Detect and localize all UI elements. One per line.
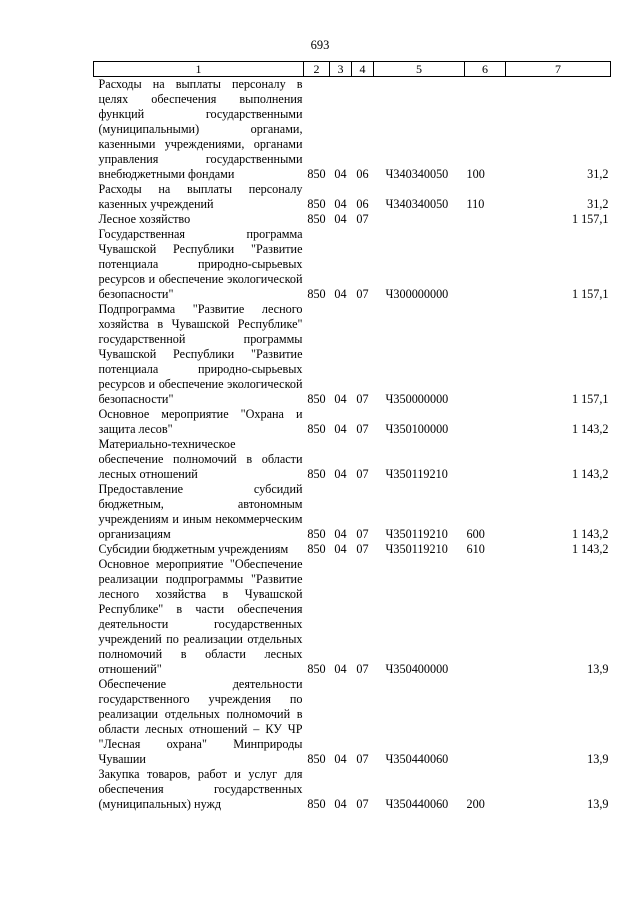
row-admin-code: 850 [307, 392, 326, 406]
row-name [94, 182, 304, 212]
table-row [94, 182, 611, 212]
row-target-code: Ч350119210 [385, 542, 448, 556]
row-admin-code: 850 [307, 467, 326, 481]
row-amount: 1 157,1 [571, 287, 609, 301]
row-admin-code: 850 [307, 527, 326, 541]
row-section: 04 [334, 422, 347, 436]
row-admin-code: 850 [307, 167, 326, 181]
table-row [94, 77, 611, 183]
row-subsection: 07 [356, 542, 369, 556]
row-target-code: Ч350440060 [385, 797, 449, 811]
row-expense-type [465, 302, 506, 407]
table-row [94, 227, 611, 302]
table-header-row [94, 62, 611, 77]
row-section: 04 [334, 752, 347, 766]
row-name [94, 302, 304, 407]
column-header-5: 5 [374, 62, 465, 77]
row-admin-code: 850 [307, 662, 326, 676]
column-header-1: 1 [94, 62, 304, 77]
table-row [94, 302, 611, 407]
row-target-code: Ч350440060 [385, 752, 449, 766]
row-expense-type [465, 407, 506, 437]
column-header-6: 6 [465, 62, 506, 77]
table-row [94, 557, 611, 677]
table-row [94, 767, 611, 812]
row-target-code: Ч350400000 [385, 662, 449, 676]
row-name-text: Государственная программа Чувашской Республики "Развитие потенциала природно-сырьевых ресурсов и обеспечение экологической безопасности" [98, 227, 303, 301]
row-name [94, 407, 304, 437]
column-header-4: 4 [352, 62, 374, 77]
row-admin-code: 850 [307, 422, 326, 436]
row-target-code: Ч350100000 [385, 422, 449, 436]
row-amount: 31,2 [587, 197, 609, 211]
row-target-code: Ч350119210 [385, 527, 448, 541]
row-name-text: Предоставление субсидий бюджетным, автономным учреждениям и иным некоммерческим организациям [98, 482, 303, 541]
table-row [94, 542, 611, 557]
row-name [94, 212, 304, 227]
row-admin-code: 850 [307, 197, 326, 211]
row-amount: 1 143,2 [571, 542, 609, 556]
row-amount: 31,2 [587, 167, 609, 181]
row-expense-type [465, 227, 506, 302]
row-target-code [374, 212, 465, 227]
table-body [94, 77, 611, 813]
row-expense-type: 200 [466, 797, 485, 811]
row-name [94, 557, 304, 677]
row-admin-code: 850 [307, 542, 326, 556]
row-subsection: 07 [356, 752, 369, 766]
table-row [94, 482, 611, 542]
row-expense-type [465, 212, 506, 227]
row-expense-type: 610 [466, 542, 485, 556]
row-subsection: 07 [356, 797, 369, 811]
row-subsection: 07 [356, 467, 369, 481]
column-header-3: 3 [330, 62, 352, 77]
row-subsection: 07 [356, 662, 369, 676]
row-target-code: Ч350119210 [385, 467, 448, 481]
row-subsection: 07 [356, 392, 369, 406]
row-admin-code: 850 [307, 212, 326, 226]
table-row [94, 212, 611, 227]
row-subsection: 07 [356, 422, 369, 436]
row-section: 04 [334, 167, 347, 181]
row-name-text: Подпрограмма "Развитие лесного хозяйства в Чувашской Республике" государственной программы Чувашской Республики "Развитие потенциала природно-сырьевых ресурсов и обеспечение экологической безопасности" [98, 302, 303, 406]
table-row [94, 677, 611, 767]
row-target-code: Ч340340050 [385, 197, 449, 211]
row-amount: 1 143,2 [571, 422, 609, 436]
row-amount: 1 143,2 [571, 527, 609, 541]
row-name [94, 437, 304, 482]
row-amount: 1 157,1 [571, 212, 609, 226]
row-subsection: 06 [356, 167, 369, 181]
row-section: 04 [334, 542, 347, 556]
row-name [94, 767, 304, 812]
row-expense-type: 100 [466, 167, 485, 181]
row-name [94, 677, 304, 767]
row-name-text: Субсидии бюджетным учреждениям [98, 542, 289, 556]
row-name [94, 482, 304, 542]
row-admin-code: 850 [307, 287, 326, 301]
table-row [94, 407, 611, 437]
budget-table [93, 61, 611, 812]
page-number: 693 [310, 38, 330, 52]
row-subsection: 07 [356, 212, 369, 226]
row-expense-type: 600 [466, 527, 485, 541]
row-admin-code: 850 [307, 752, 326, 766]
row-name-text: Материально-техническое обеспечение полномочий в области лесных отношений [98, 437, 303, 481]
row-section: 04 [334, 662, 347, 676]
column-header-2: 2 [304, 62, 330, 77]
row-expense-type [465, 677, 506, 767]
row-section: 04 [334, 287, 347, 301]
column-header-7: 7 [506, 62, 611, 77]
row-name [94, 77, 304, 183]
row-section: 04 [334, 197, 347, 211]
row-name [94, 227, 304, 302]
row-name-text: Основное мероприятие "Обеспечение реализации подпрограммы "Развитие лесного хозяйства в Чувашской Республике" в части обеспечения деятельности государственных учреждений по реализации отдельных полномочий в области лесных отношений" [98, 557, 303, 676]
row-target-code: Ч300000000 [385, 287, 449, 301]
row-name-text: Лесное хозяйство [98, 212, 191, 226]
row-name-text: Закупка товаров, работ и услуг для обеспечения государственных (муниципальных) нужд [98, 767, 303, 811]
row-name-text: Основное мероприятие "Охрана и защита лесов" [98, 407, 303, 436]
row-subsection: 07 [356, 287, 369, 301]
row-section: 04 [334, 212, 347, 226]
row-target-code: Ч350000000 [385, 392, 449, 406]
row-amount: 13,9 [587, 662, 609, 676]
row-expense-type [465, 437, 506, 482]
row-section: 04 [334, 467, 347, 481]
row-expense-type [465, 557, 506, 677]
row-target-code: Ч340340050 [385, 167, 449, 181]
row-amount: 1 157,1 [571, 392, 609, 406]
row-admin-code: 850 [307, 797, 326, 811]
row-expense-type: 110 [466, 197, 485, 211]
row-name-text: Обеспечение деятельности государственного учреждения по реализации отдельных полномочий в области лесных отношений – КУ ЧР "Лесная охрана" Минприроды Чувашии [98, 677, 303, 766]
row-section: 04 [334, 392, 347, 406]
row-section: 04 [334, 797, 347, 811]
row-subsection: 06 [356, 197, 369, 211]
row-name-text: Расходы на выплаты персоналу в целях обеспечения выполнения функций государственными (муниципальными) органами, казенными учреждениями, органами управления государственными внебюджетными фондами [98, 77, 303, 181]
row-amount: 13,9 [587, 797, 609, 811]
table-row [94, 437, 611, 482]
row-amount: 1 143,2 [571, 467, 609, 481]
row-name-text: Расходы на выплаты персоналу казенных учреждений [98, 182, 303, 211]
row-amount: 13,9 [587, 752, 609, 766]
row-section: 04 [334, 527, 347, 541]
row-subsection: 07 [356, 527, 369, 541]
row-name [94, 542, 304, 557]
